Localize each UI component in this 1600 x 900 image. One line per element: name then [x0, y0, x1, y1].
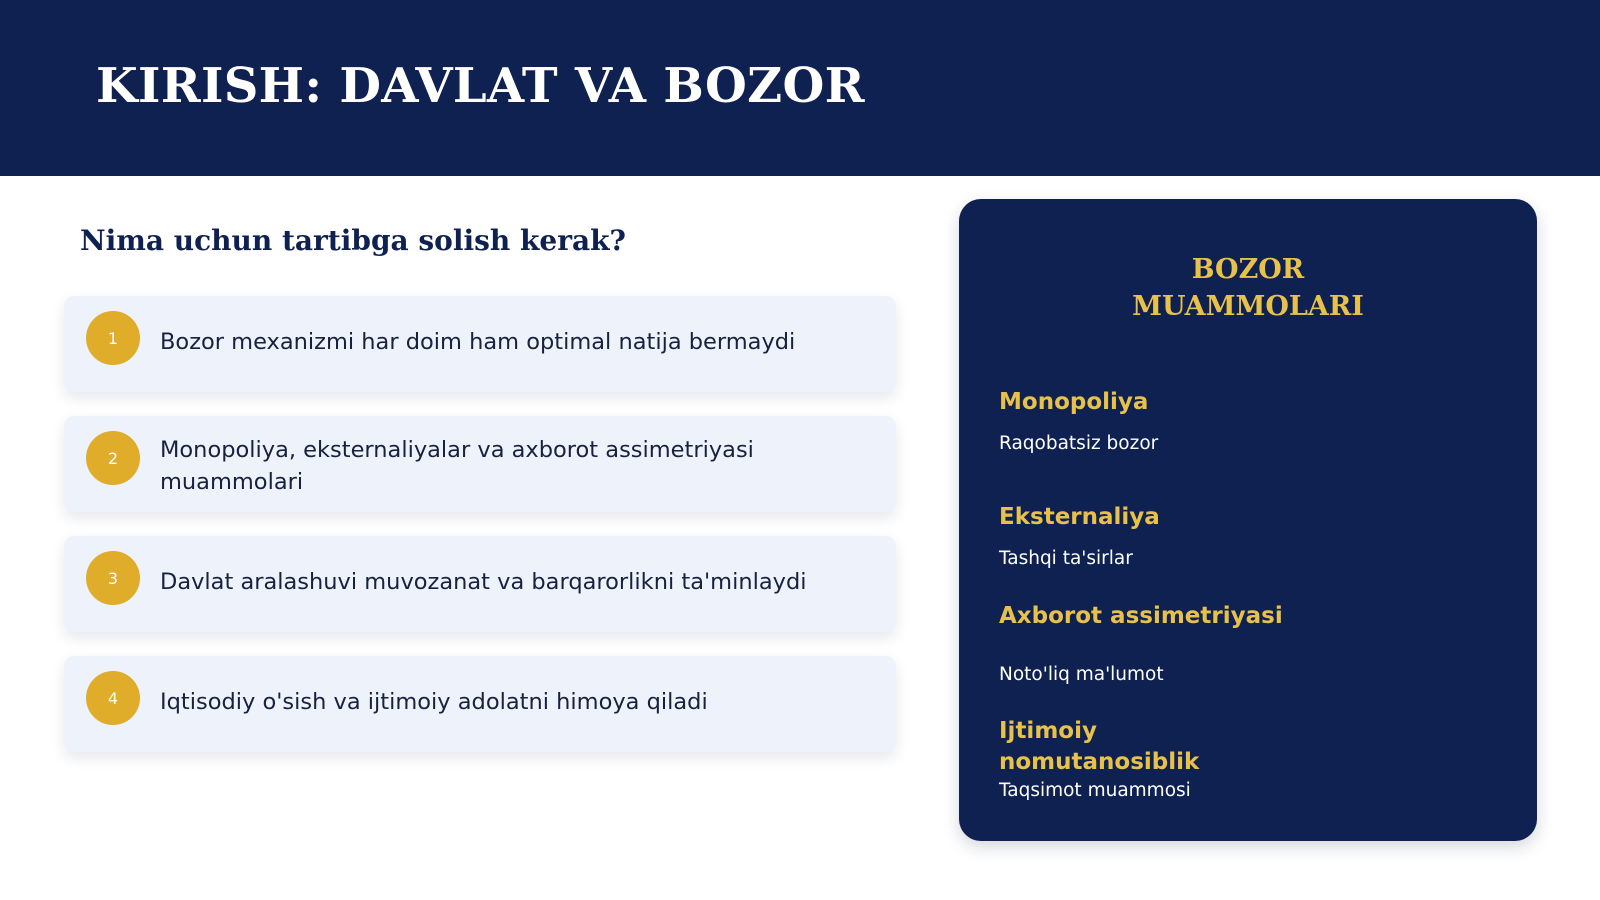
list-item-text: Iqtisodiy o'sish va ijtimoiy adolatni himoya qiladi: [160, 689, 708, 715]
number-badge: 4: [86, 671, 140, 725]
problem-name: Axborot assimetriyasi: [999, 603, 1283, 629]
market-problems-panel: [959, 199, 1537, 841]
list-item: [64, 656, 896, 752]
list-item-text: Davlat aralashuvi muvozanat va barqarorlikni ta'minlaydi: [160, 569, 807, 595]
number-badge: 2: [86, 431, 140, 485]
panel-title-line: MUAMMOLARI: [1132, 291, 1364, 322]
list-item-text: Bozor mexanizmi har doim ham optimal natija bermaydi: [160, 329, 796, 355]
problem-name: Monopoliya: [999, 389, 1149, 415]
problem-description: Raqobatsiz bozor: [999, 433, 1159, 454]
problem-description: Noto'liq ma'lumot: [999, 664, 1164, 685]
panel-title-line: BOZOR: [1191, 254, 1305, 285]
list-item: [64, 296, 896, 392]
list-item: [64, 536, 896, 632]
number-badge: 3: [86, 551, 140, 605]
number-badge: 1: [86, 311, 140, 365]
problem-description: Taqsimot muammosi: [999, 780, 1191, 801]
problem-description: Tashqi ta'sirlar: [999, 548, 1133, 569]
problem-name: Ijtimoiy nomutanosiblik: [999, 718, 1200, 775]
panel-title: [959, 251, 1537, 325]
list-item-text: Monopoliya, eksternaliyalar va axborot assimetriyasi muammolari: [160, 437, 754, 495]
page-title: KIRISH: DAVLAT VA BOZOR: [96, 58, 865, 114]
problem-name: Eksternaliya: [999, 504, 1160, 530]
list-item: [64, 416, 896, 512]
section-heading: Nima uchun tartibga solish kerak?: [80, 224, 626, 257]
header-banner: [0, 0, 1600, 176]
